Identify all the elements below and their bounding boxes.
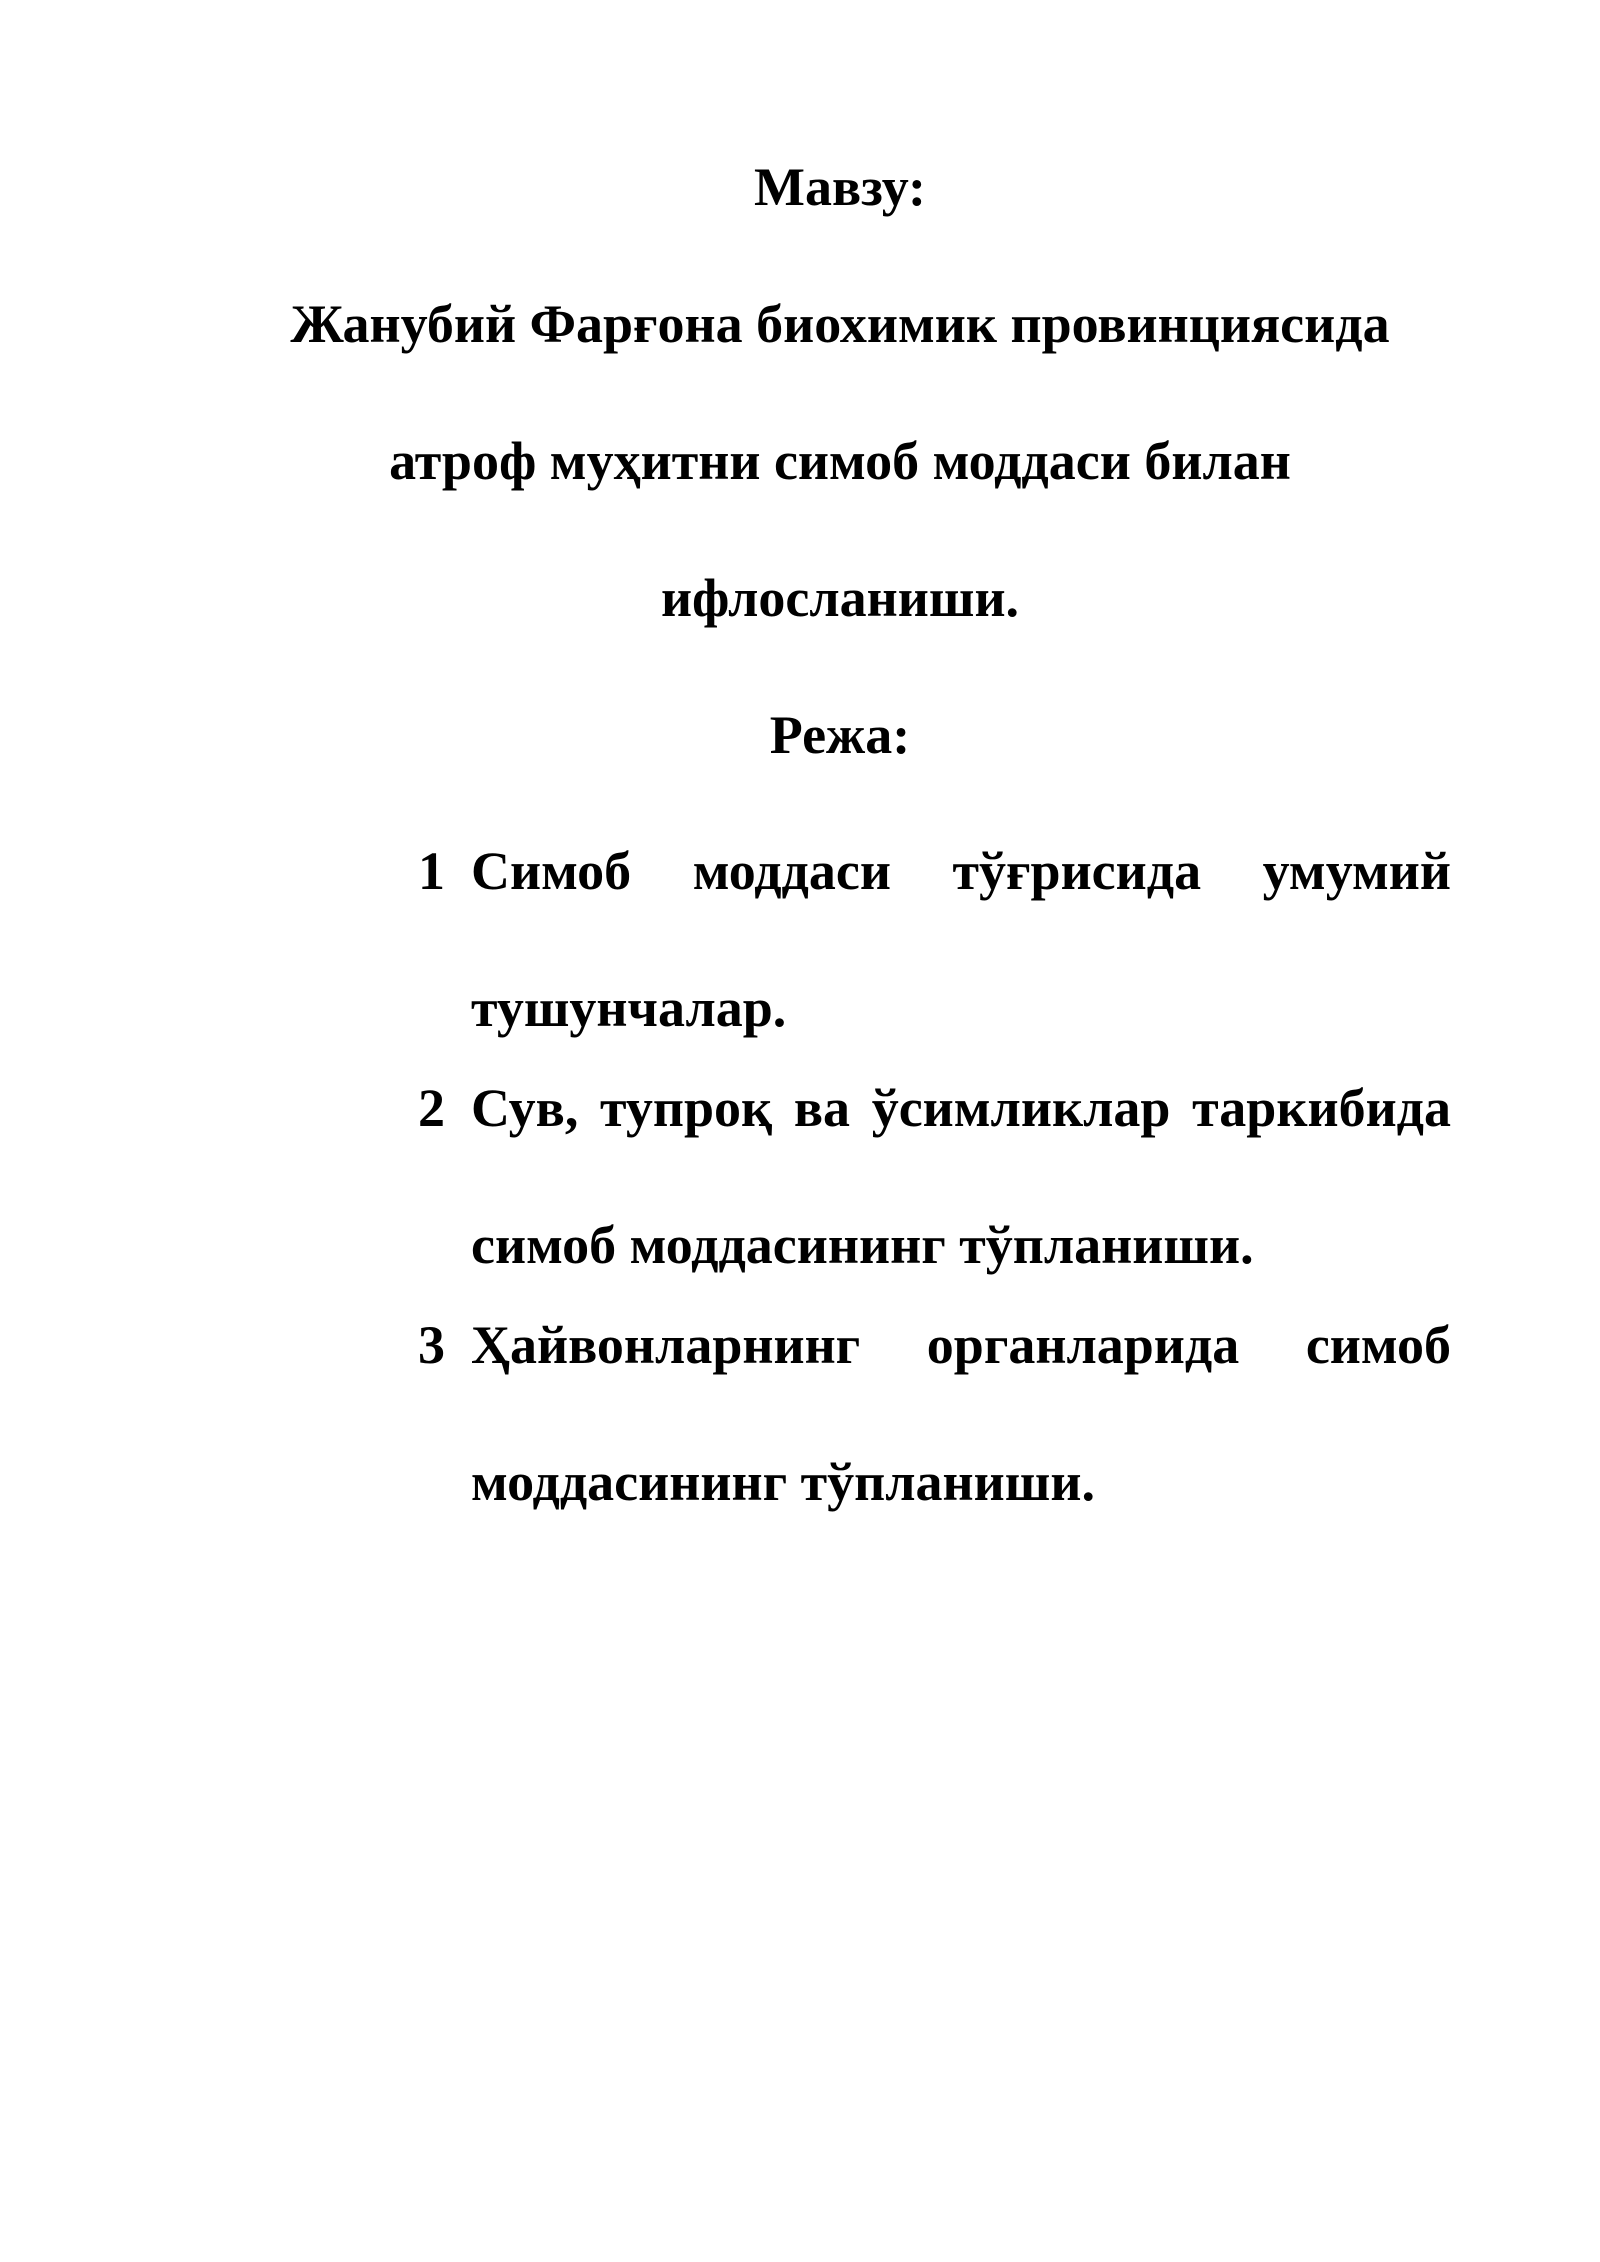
plan-label: Режа: (769, 705, 911, 765)
plan-item-number: 2 (418, 1078, 445, 1138)
plan-item-text: Симоб моддаси тўғрисида умумий тушунчалар. (471, 841, 1451, 1038)
plan-item-3 (418, 1314, 1451, 1551)
plan-list (418, 840, 1451, 1551)
plan-item-number: 1 (418, 841, 445, 901)
plan-item-text: Сув, тупроқ ва ўсимликлар таркибида симоб моддасининг тўпланиши. (471, 1078, 1451, 1275)
title-line-3: ифлосланиши. (660, 568, 1020, 628)
plan-item-text: Ҳайвонларнинг органларида симоб моддасининг тўпланиши. (471, 1315, 1451, 1512)
title-line-2: атроф муҳитни симоб моддаси билан (389, 431, 1291, 491)
topic-label: Мавзу: (754, 157, 926, 217)
title-line-1: Жанубий Фарғона биохимик провинциясида (290, 294, 1390, 354)
plan-item-number: 3 (418, 1315, 445, 1375)
